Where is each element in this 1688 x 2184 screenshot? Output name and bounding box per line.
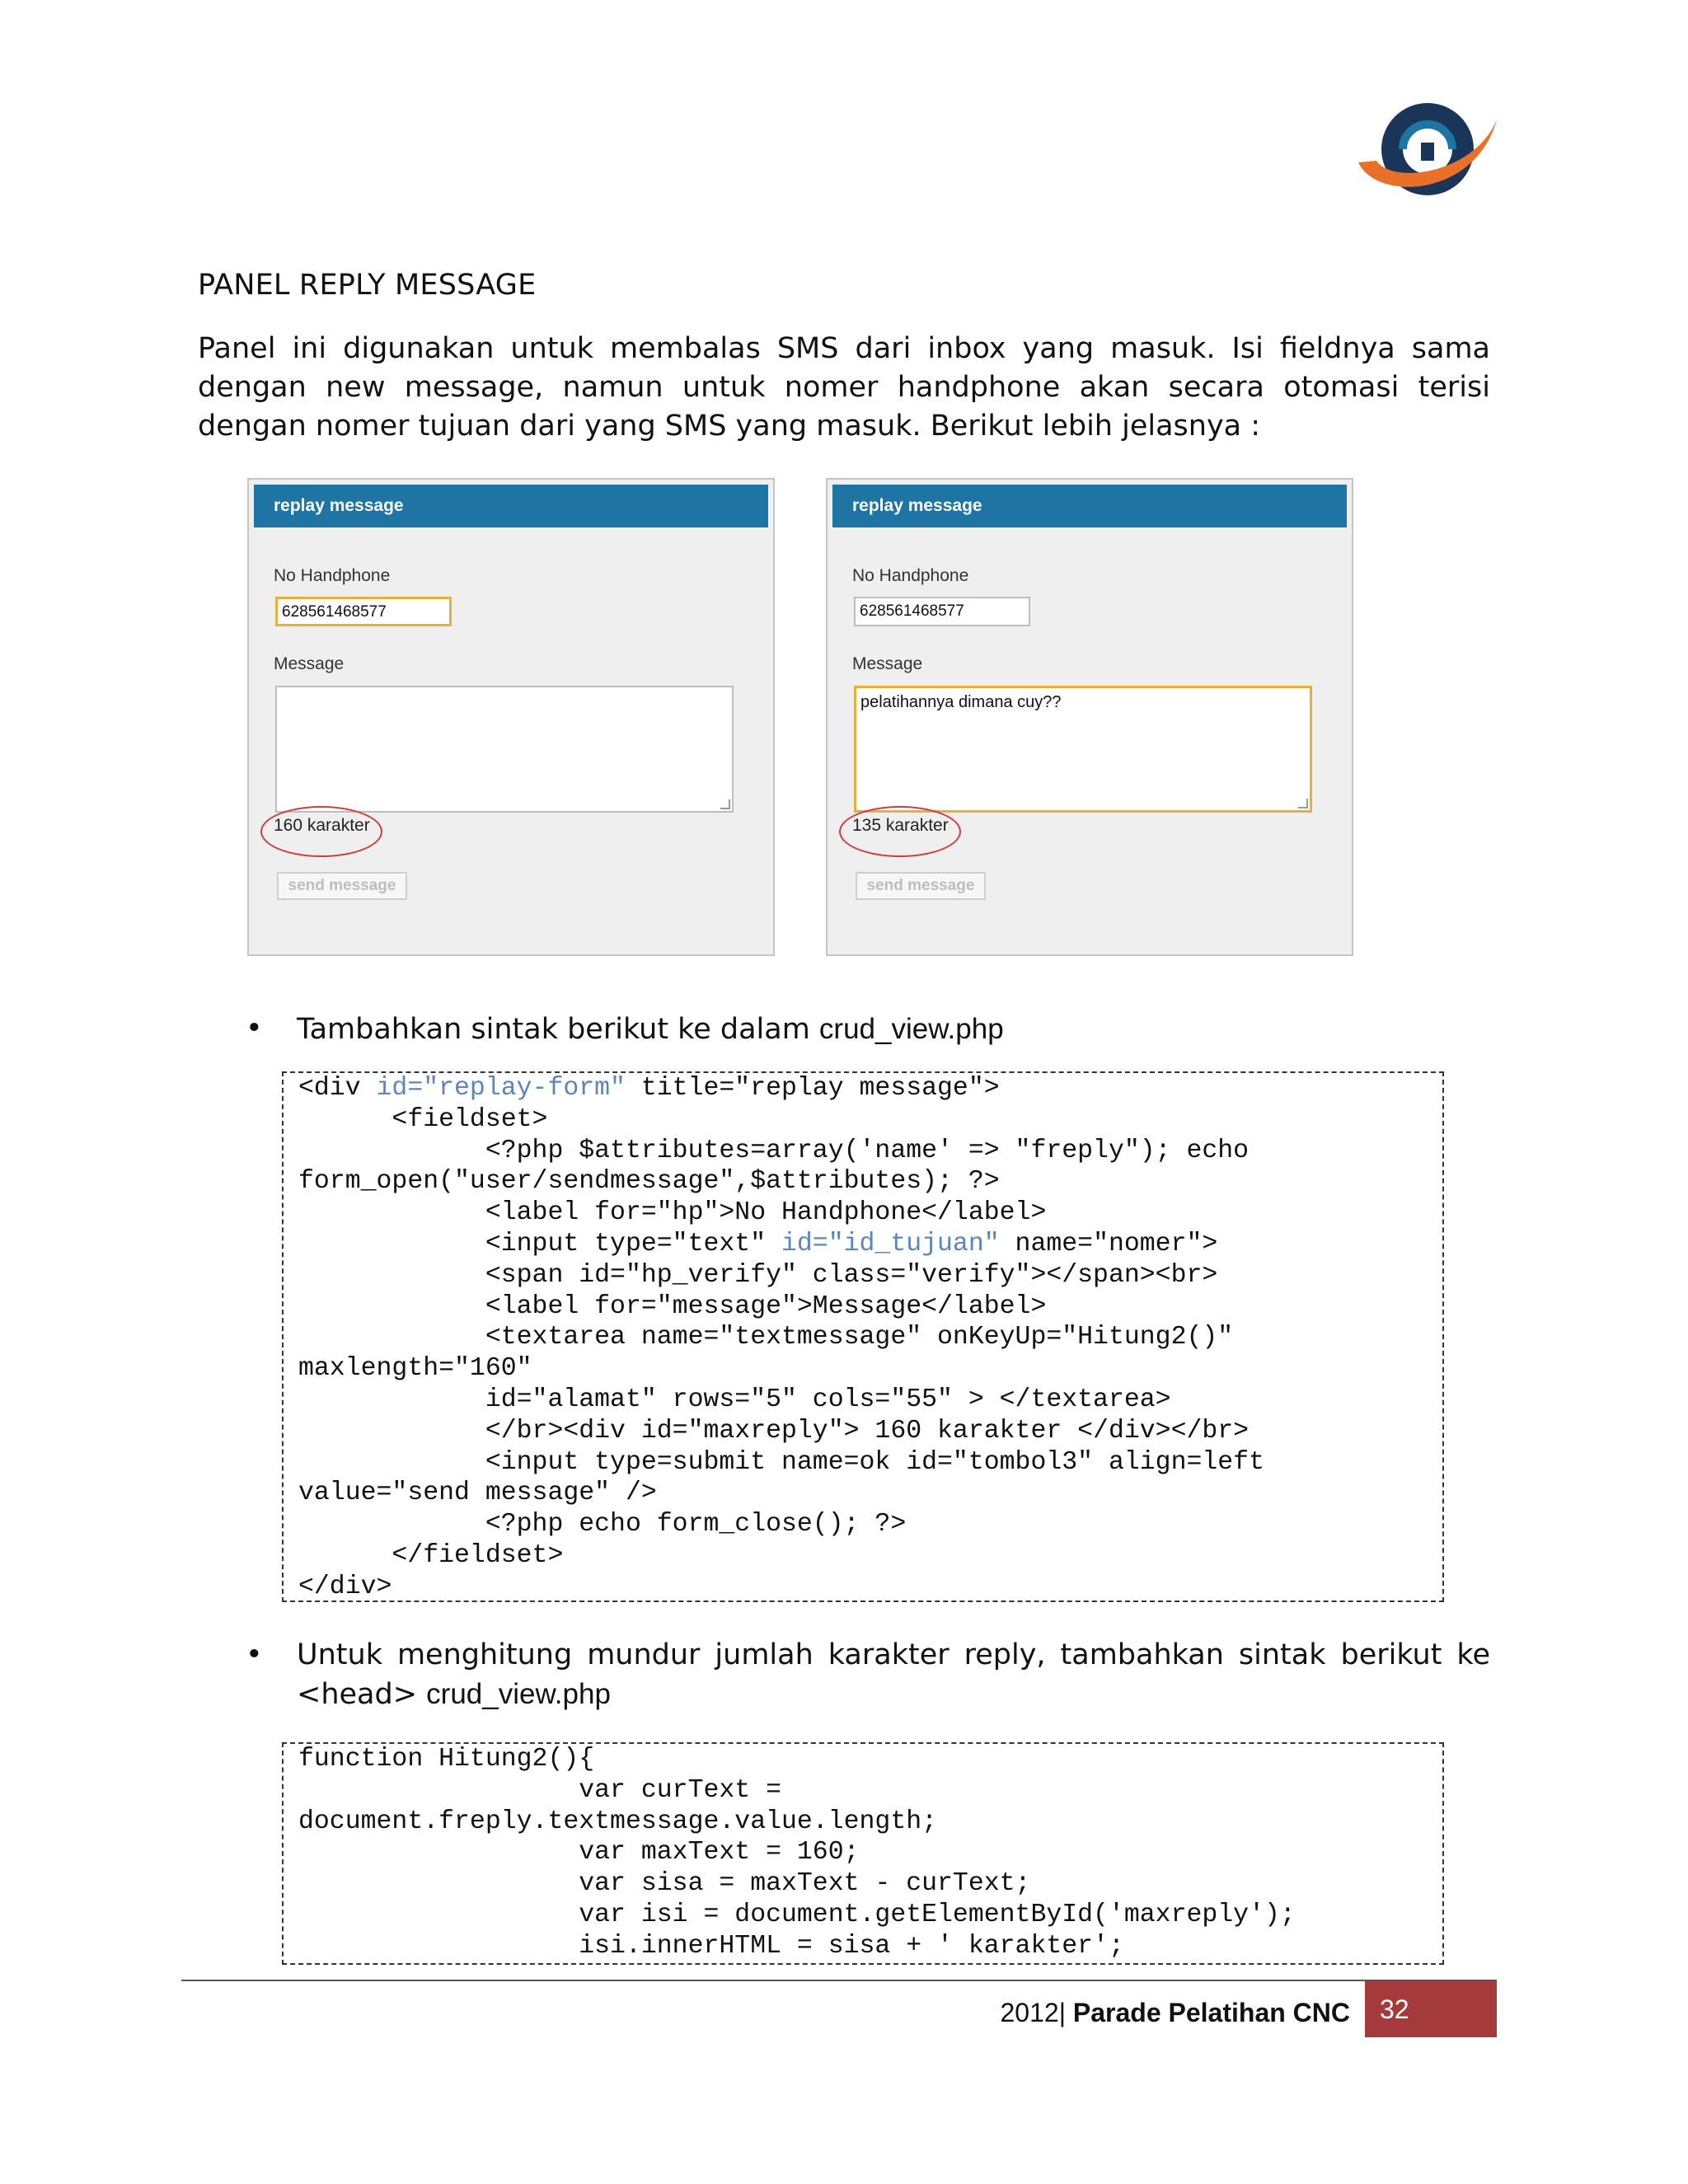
intro-paragraph: Panel ini digunakan untuk membalas SMS dari inbox yang masuk. Isi fieldnya sama dengan new message, namun untuk nomer handphone akan secara otomasi terisi dengan nomer tujuan dari yang SMS yang masuk. Berikut lebih jelasnya : xyxy=(198,332,1490,443)
code-lines: function Hitung2(){ var curText = document.freply.textmessage.value.length; var maxText = 160; var sisa = maxText - curText; var isi = document.getElementById('maxreply'); isi.innerHTML = sisa + ' karakter'; xyxy=(298,1745,1296,1961)
code-block-script xyxy=(282,1742,1444,1965)
footer-title: Parade Pelatihan CNC xyxy=(1072,1998,1350,2027)
screenshot-empty-form xyxy=(247,478,775,956)
bullet-text-main: Untuk menghitung mundur jumlah karakter reply, tambahkan sintak berikut ke <head> xyxy=(297,1638,1490,1711)
message-text: pelatihannya dimana cuy?? xyxy=(860,693,1062,711)
screenshot-filled-form xyxy=(826,478,1353,956)
bullet-symbol: • xyxy=(246,1638,263,1671)
footer-year: 2012 xyxy=(1000,1998,1059,2027)
code-block-form xyxy=(282,1071,1444,1602)
send-message-button[interactable]: send message xyxy=(277,872,407,900)
message-label: Message xyxy=(852,654,923,673)
footer-text xyxy=(1001,1990,1351,2036)
hp-input[interactable]: 628561468577 xyxy=(854,597,1030,626)
panel-title-bar: replay message xyxy=(832,485,1347,527)
hp-input[interactable]: 628561468577 xyxy=(275,597,452,626)
resize-grip-icon[interactable] xyxy=(720,799,730,809)
send-message-button[interactable]: send message xyxy=(856,872,986,900)
resize-grip-icon[interactable] xyxy=(1298,799,1308,808)
file-name: crud_view.php xyxy=(818,1013,1004,1045)
message-textarea[interactable] xyxy=(854,686,1312,813)
file-name: crud_view.php xyxy=(426,1678,611,1710)
bullet-symbol: • xyxy=(246,1012,263,1045)
bullet-text xyxy=(297,1010,1490,1049)
code-lines: <div id="replay-form" title="replay message"> <fieldset> <?php $attributes=array('name' => "freply"); echo form_open("user/sendmessage",$attributes); ?> <label for="hp">No Handphone</label> <input type="text" id="id_tujuan" name="nomer"> <span id="hp_verify" class="verify"></span><br> <label for="message">Message</label> <textarea name="textmessage" onKeyUp="Hitung2()" maxlength="160" id="alamat" rows="5" cols="55" > </textarea> </br><div id="maxreply"> 160 karakter </div></br> <input type=submit name=ok id="tombol3" align=left value="send message" /> <?php echo form_close(); ?> </fieldset> </div> xyxy=(298,1074,1264,1601)
message-textarea[interactable] xyxy=(275,686,734,813)
section-heading: PANEL REPLY MESSAGE xyxy=(198,269,537,302)
bullet-text xyxy=(297,1636,1490,1714)
footer-separator: | xyxy=(1058,1998,1066,2027)
hp-label: No Handphone xyxy=(852,566,969,585)
bullet-text-main: Tambahkan sintak berikut ke dalam xyxy=(297,1013,819,1046)
hp-label: No Handphone xyxy=(274,566,391,585)
footer-divider xyxy=(181,1980,1497,1981)
page-number: 32 xyxy=(1365,1981,1497,2037)
panel-title-bar: replay message xyxy=(254,485,768,527)
message-label: Message xyxy=(274,654,345,673)
char-count: 160 karakter xyxy=(274,816,370,835)
char-count: 135 karakter xyxy=(852,816,949,835)
cnc-logo-icon xyxy=(1352,95,1500,206)
